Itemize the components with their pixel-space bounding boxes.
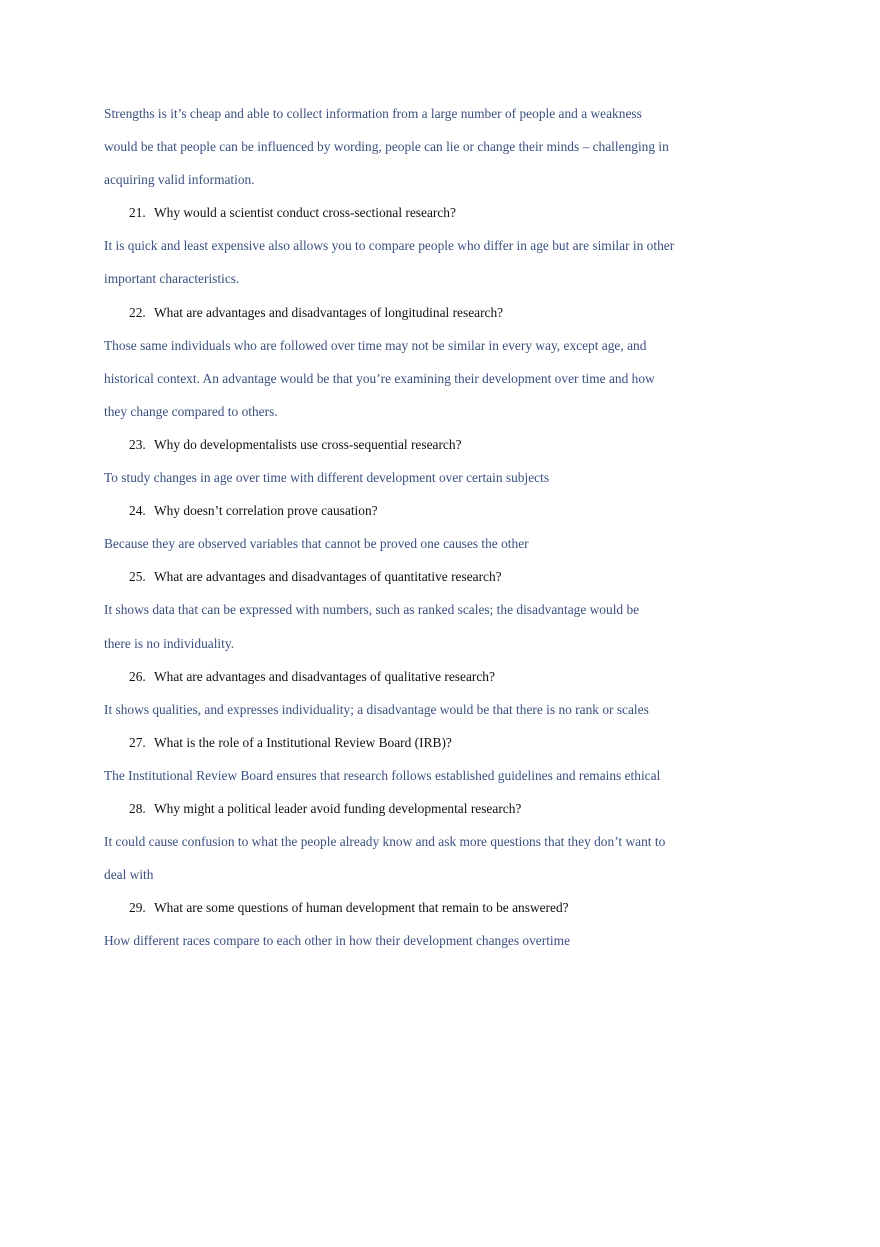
- question-number: 26.: [129, 668, 146, 684]
- answer-line: It shows data that can be expressed with numbers, such as ranked scales; the disadvantage would be: [104, 602, 640, 618]
- question-number: 21.: [129, 205, 146, 221]
- answer-line: It is quick and least expensive also allows you to compare people who differ in age but are similar in other: [104, 238, 675, 254]
- answer-line: there is no individuality.: [104, 635, 235, 651]
- question-text: What are some questions of human development that remain to be answered?: [154, 900, 569, 916]
- question-item: [104, 891, 744, 924]
- question-number: 25.: [129, 569, 146, 585]
- question-text: What is the role of a Institutional Review Board (IRB)?: [154, 734, 452, 750]
- question-text: What are advantages and disadvantages of longitudinal research?: [154, 304, 504, 320]
- answer-line: The Institutional Review Board ensures that research follows established guidelines and remains ethical: [104, 767, 661, 783]
- question-text: What are advantages and disadvantages of qualitative research?: [154, 668, 495, 684]
- answer-line: Strengths is it’s cheap and able to collect information from a large number of people and a weakness: [104, 106, 642, 121]
- answer-line: To study changes in age over time with different development over certain subjects: [104, 470, 550, 486]
- question-item: [104, 296, 744, 329]
- question-item: [104, 428, 744, 461]
- answer-line: How different races compare to each other in how their development changes overtime: [104, 933, 571, 949]
- question-item: [104, 660, 744, 693]
- answer-line: Those same individuals who are followed over time may not be similar in every way, except age, and: [104, 337, 647, 353]
- question-text: Why would a scientist conduct cross-sectional research?: [154, 205, 456, 221]
- answer-line: historical context. An advantage would be that you’re examining their development over time and how: [104, 370, 655, 386]
- question-number: 23.: [129, 436, 146, 452]
- question-item: [104, 196, 744, 229]
- answer-line: would be that people can be influenced by wording, people can lie or change their minds – challenging in: [104, 139, 669, 155]
- question-item: [104, 726, 744, 759]
- question-number: 24.: [129, 503, 146, 519]
- answer-line: deal with: [104, 867, 154, 883]
- question-text: What are advantages and disadvantages of quantitative research?: [154, 569, 502, 585]
- question-number: 28.: [129, 800, 146, 816]
- question-text: Why doesn’t correlation prove causation?: [154, 503, 378, 519]
- document-content: [104, 97, 744, 957]
- question-text: Why do developmentalists use cross-sequential research?: [154, 436, 462, 452]
- question-number: 22.: [129, 304, 146, 320]
- question-number: 29.: [129, 900, 146, 916]
- answer-line: It shows qualities, and expresses individuality; a disadvantage would be that there is no rank or scales: [104, 701, 649, 717]
- answer-line: acquiring valid information.: [104, 172, 255, 188]
- answer-line: they change compared to others.: [104, 403, 278, 419]
- question-item: [104, 494, 744, 527]
- answer-line: important characteristics.: [104, 271, 240, 287]
- answer-line: Because they are observed variables that cannot be proved one causes the other: [104, 536, 529, 552]
- question-number: 27.: [129, 734, 146, 750]
- question-text: Why might a political leader avoid funding developmental research?: [154, 800, 522, 816]
- answer-line: It could cause confusion to what the people already know and ask more questions that they don’t want to: [104, 834, 666, 850]
- question-item: [104, 792, 744, 825]
- question-item: [104, 560, 744, 593]
